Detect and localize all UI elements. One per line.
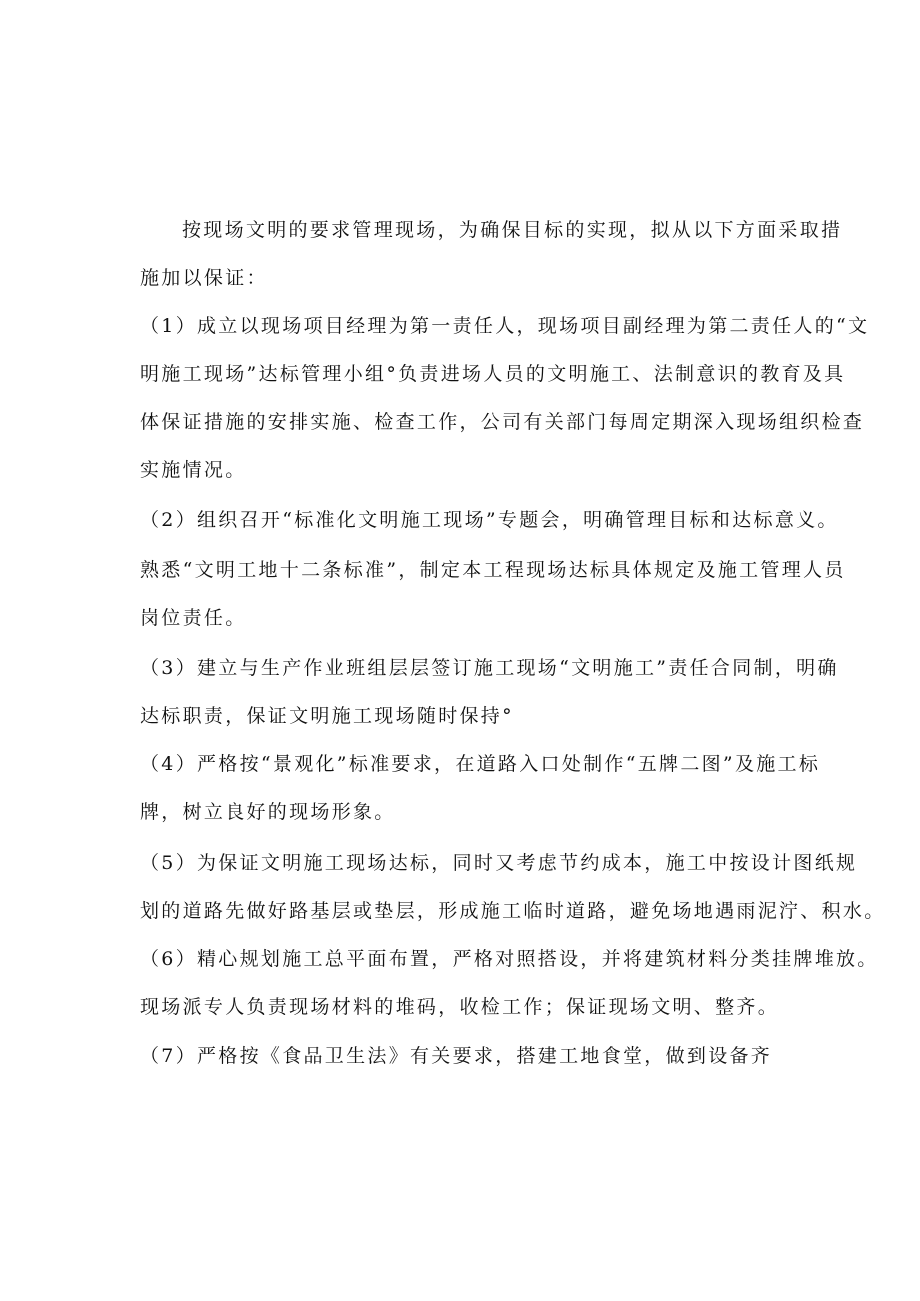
item-1-line-3: 体保证措施的安排实施、检查工作，公司有关部门每周定期深入现场组织检查: [140, 411, 865, 433]
item-4-line-2: 牌，树立良好的现场形象。: [140, 801, 396, 823]
item-6-line-2: 现场派专人负责现场材料的堆码，收检工作；保证现场文明、整齐。: [140, 996, 780, 1018]
intro-line-2: 施加以保证：: [140, 267, 268, 289]
item-5-line-1: （5）为保证文明施工现场达标，同时又考虑节约成本，施工中按设计图纸规: [140, 852, 858, 874]
item-4-line-1: （4）严格按“景观化”标准要求，在道路入口处制作“五牌二图”及施工标: [140, 753, 821, 775]
item-2-line-1: （2）组织召开“标准化文明施工现场”专题会，明确管理目标和达标意义。: [140, 509, 839, 531]
item-2-line-2: 熟悉“文明工地十二条标准”，制定本工程现场达标具体规定及施工管理人员: [140, 559, 846, 581]
item-7-line-1: （7）严格按《食品卫生法》有关要求，搭建工地食堂，做到设备齐: [140, 1045, 773, 1067]
intro-line-1: 按现场文明的要求管理现场，为确保目标的实现，拟从以下方面采取措: [182, 219, 843, 241]
item-2-line-3: 岗位责任。: [140, 607, 247, 629]
item-5-line-2: 划的道路先做好路基层或垫层，形成施工临时道路，避免场地遇雨泥泞、积水。: [140, 900, 886, 922]
item-3-line-2: 达标职责，保证文明施工现场随时保持°: [140, 705, 514, 727]
item-6-line-1: （6）精心规划施工总平面布置，严格对照搭设，并将建筑材料分类挂牌堆放。: [140, 948, 879, 970]
item-1-line-2: 明施工现场”达标管理小组°负责进场人员的文明施工、法制意识的教育及具: [140, 363, 846, 385]
item-3-line-1: （3）建立与生产作业班组层层签订施工现场“文明施工”责任合同制，明确: [140, 657, 839, 679]
item-1-line-4: 实施情况。: [140, 459, 247, 481]
item-1-line-1: （1）成立以现场项目经理为第一责任人，现场项目副经理为第二责任人的“文: [140, 315, 870, 337]
